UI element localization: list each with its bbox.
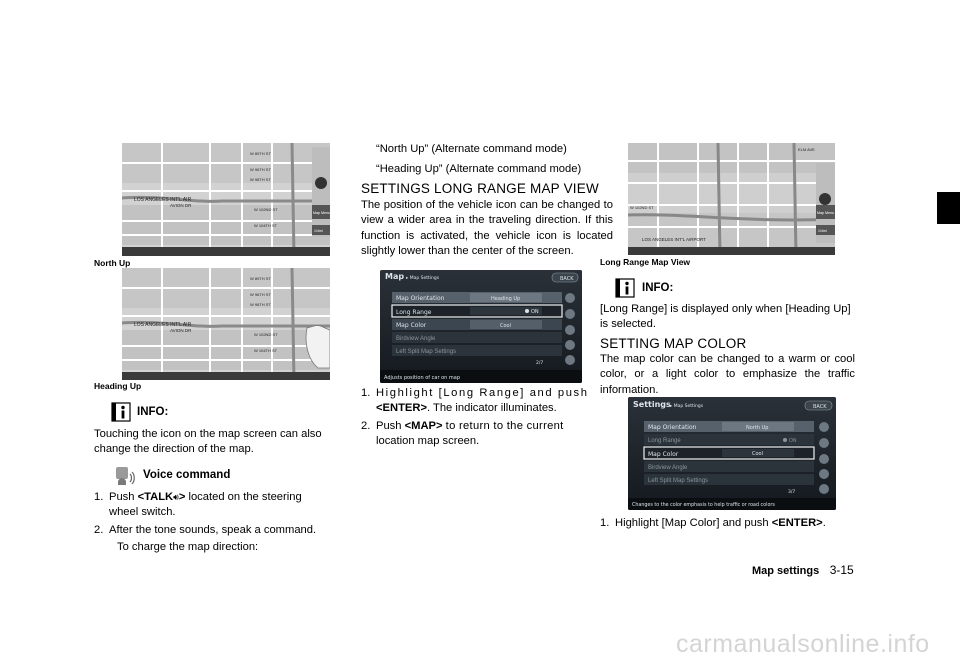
step-number: 1.: [361, 387, 371, 399]
map-street-label: W 89TH ST: [250, 276, 271, 281]
map-airport-label: LOS ANGELES INT'L AIRPORT: [642, 237, 706, 242]
map-button-text: <MAP>: [404, 420, 443, 432]
step-text: Push: [376, 420, 402, 432]
screen-breadcrumb: ▸ Map Settings: [670, 404, 704, 409]
enter-button-text: <ENTER>: [376, 402, 427, 414]
map-street-label: W 89TH ST: [250, 151, 271, 156]
info-icon: [110, 401, 132, 423]
long-range-caption: Long Range Map View: [600, 257, 691, 267]
map-street-label: W 96TH ST: [250, 292, 271, 297]
page-footer: [752, 561, 854, 579]
map-zoom-label: 1/4mi: [314, 229, 323, 233]
map-settings-screen-2: [628, 397, 836, 510]
map-street-label: W 104TH ST: [254, 348, 278, 353]
step-text-end: .: [822, 517, 826, 529]
step-text-cont: location map screen.: [376, 435, 480, 447]
map-avion-label: AVION DR: [170, 203, 192, 208]
row-long-range[interactable]: Long Range: [396, 309, 432, 316]
map-airport-label: LOS ANGELES INT'L AIR: [134, 197, 192, 203]
north-up-map-image: [122, 143, 330, 256]
value-long-range: ON: [789, 438, 797, 444]
value-map-color: Cool: [500, 323, 511, 329]
watermark-text: carmanualsonline.info: [676, 630, 930, 658]
footer-page-number: 3-15: [829, 563, 854, 577]
row-left-split-map[interactable]: Left Split Map Settings: [396, 349, 457, 355]
row-left-split-map[interactable]: Left Split Map Settings: [648, 478, 709, 484]
talk-button-text: <TALK: [137, 491, 174, 503]
step-text-cont: . The indicator illuminates.: [426, 402, 557, 414]
voice-command-label: Voice command: [143, 469, 231, 481]
screen-breadcrumb: ▸ Map Settings: [406, 276, 440, 281]
info-label: INFO:: [137, 406, 169, 418]
voice-command-icon: [114, 465, 136, 487]
map-zoom-label: 1/4mi: [818, 229, 827, 233]
row-birdview-angle[interactable]: Birdview Angle: [648, 465, 688, 471]
screen-title: Settings: [633, 400, 671, 409]
section-title-long-range: SETTINGS LONG RANGE MAP VIEW: [361, 181, 599, 196]
screen-footer-text: Changes to the color emphasis to help traffic or road colors: [632, 503, 775, 508]
footer-section-title: Map settings: [752, 565, 820, 577]
section-title-map-color: SETTING MAP COLOR: [600, 336, 747, 351]
info-text: Touching the icon on the map screen can also change the direction of the map.: [94, 428, 322, 456]
row-birdview-angle[interactable]: Birdview Angle: [396, 336, 436, 342]
step-number: 2.: [94, 524, 104, 536]
row-map-orientation[interactable]: Map Orientation: [396, 295, 445, 302]
screen-back-button[interactable]: BACK: [560, 276, 574, 282]
step-text: Highlight [Long Range] and push: [376, 387, 589, 399]
step-text: Push: [109, 491, 135, 503]
heading-up-map-image: [122, 268, 330, 380]
info-text: [Long Range] is displayed only when [Heading Up] is selected.: [600, 303, 851, 331]
step-number: 2.: [361, 420, 371, 432]
map-elm-label: ELM AVE: [798, 147, 815, 152]
map-street-label: W 102ND ST: [254, 207, 278, 212]
talk-icon: 🔊︎: [173, 492, 179, 502]
chapter-tab: [937, 192, 960, 224]
map-street-label: W 102ND ST: [630, 205, 654, 210]
map-street-label: W 96TH ST: [250, 167, 271, 172]
page-indicator: 3/7: [788, 490, 796, 495]
map-color-paragraph: The map color can be changed to a warm or cool color, or a light color to emphasize the traffic information.: [600, 353, 855, 396]
map-street-label: W 102ND ST: [254, 332, 278, 337]
left-step-1: [94, 490, 349, 522]
map-street-label: W 98TH ST: [250, 302, 271, 307]
map-menu-label: Map Menu: [313, 211, 330, 215]
step-text: located on the steering: [188, 491, 302, 503]
value-orientation: North Up: [746, 425, 769, 431]
north-up-command: “North Up” (Alternate command mode): [376, 143, 567, 155]
row-map-color[interactable]: Map Color: [396, 322, 427, 329]
map-settings-screen-1: [380, 270, 582, 383]
info-label: INFO:: [642, 282, 674, 294]
talk-button-end: >: [178, 491, 186, 503]
map-airport-label: LOS ANGELES INT'L AIR: [134, 322, 192, 328]
step-text-cont: wheel switch.: [109, 506, 176, 518]
long-range-paragraph: The position of the vehicle icon can be changed to view a wider area in the traveling direction. If this function is activated, the vehicle icon is located slightly lower than the center of the screen.: [361, 199, 613, 258]
row-map-color[interactable]: Map Color: [648, 451, 679, 458]
value-orientation: Heading Up: [491, 296, 521, 302]
screen-footer-text: Adjusts position of car on map: [384, 375, 461, 381]
page-indicator: 2/7: [536, 361, 544, 366]
right-step-1: [600, 516, 860, 532]
left-step-2-sub: To charge the map direction:: [117, 541, 259, 553]
map-street-label: W 104TH ST: [254, 223, 278, 228]
step-number: 1.: [94, 491, 104, 503]
mid-step-1: [361, 386, 615, 418]
map-street-label: W 98TH ST: [250, 177, 271, 182]
value-long-range: ON: [531, 309, 539, 315]
step-text: to return to the current: [445, 420, 564, 432]
step-number: 1.: [600, 517, 610, 529]
value-map-color: Cool: [752, 451, 763, 457]
info-icon: [614, 277, 636, 299]
screen-back-button[interactable]: BACK: [813, 404, 827, 410]
screen-title: Map: [385, 272, 405, 281]
north-up-caption: North Up: [94, 258, 131, 268]
heading-up-caption: Heading Up: [94, 381, 142, 391]
map-menu-label: Map Menu: [817, 211, 834, 215]
row-map-orientation[interactable]: Map Orientation: [648, 424, 697, 431]
map-avion-label: AVION DR: [170, 328, 192, 333]
mid-step-2: [361, 419, 615, 451]
long-range-map-image: [628, 143, 835, 255]
row-long-range[interactable]: Long Range: [648, 438, 681, 444]
step-text: Highlight [Map Color] and push: [615, 517, 769, 529]
heading-up-command: “Heading Up” (Alternate command mode): [376, 163, 582, 175]
enter-button-text: <ENTER>: [771, 517, 823, 529]
step-text: After the tone sounds, speak a command.: [109, 524, 317, 536]
